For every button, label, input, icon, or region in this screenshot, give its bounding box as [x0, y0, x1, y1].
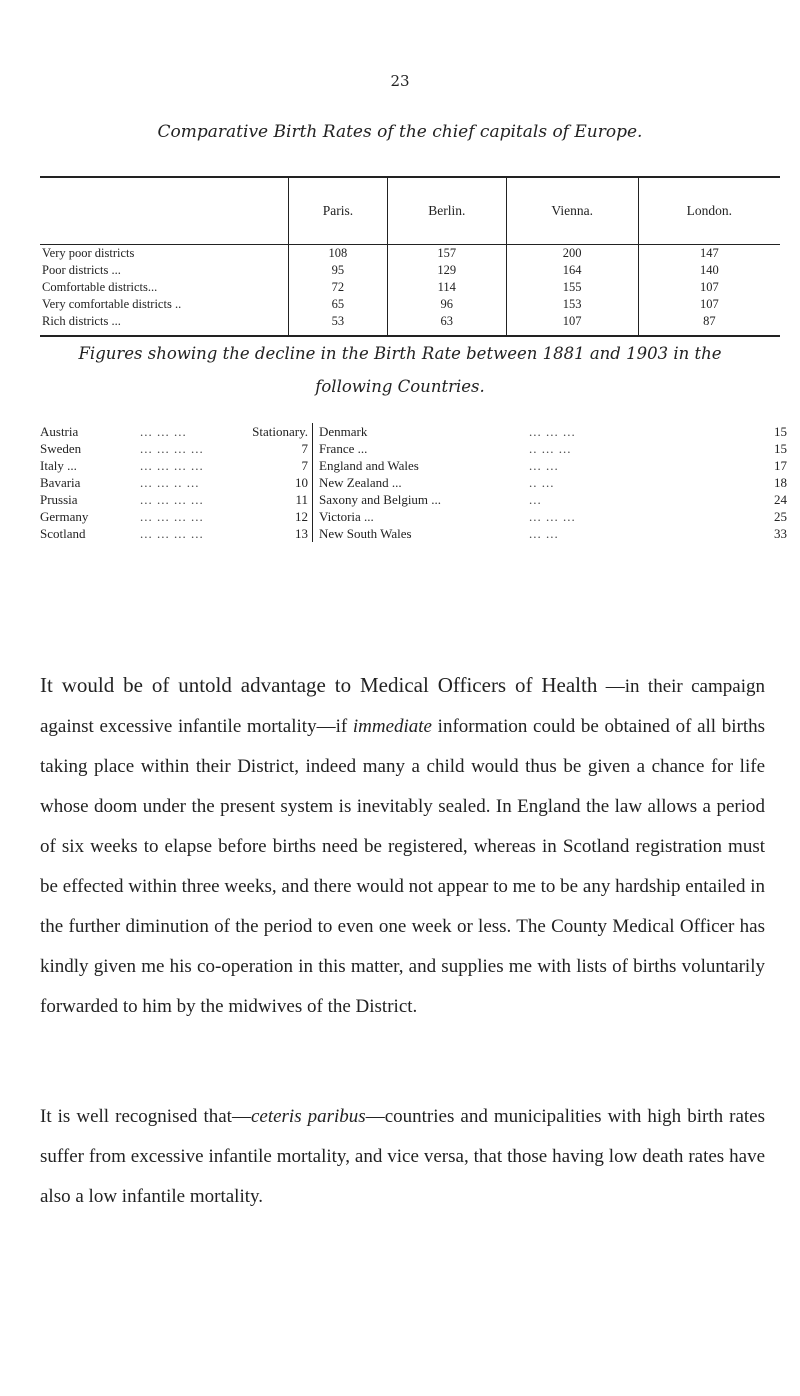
- decline-value: 24: [774, 492, 787, 507]
- country-name: Prussia: [40, 492, 78, 507]
- decline-value: 12: [295, 509, 308, 524]
- leader-dots: ...: [529, 492, 542, 507]
- leader-dots: ... ... ...: [140, 424, 187, 439]
- decline-column-left: [40, 423, 308, 542]
- decline-value: 18: [774, 475, 787, 490]
- leader-dots: ... ... ... ...: [140, 509, 204, 524]
- paragraph-text: —in their campaign against excessive infantile mortality—if: [40, 676, 765, 737]
- country-name: France ...: [319, 441, 368, 456]
- list-item: [319, 423, 787, 440]
- cell-london: 147: [638, 245, 780, 263]
- leader-dots: ... ... ... ...: [140, 492, 204, 507]
- row-label: Comfortable districts...: [42, 280, 158, 294]
- cell-vienna: 107: [506, 313, 638, 336]
- table-title: Comparative Birth Rates of the chief capitals of Europe.: [157, 122, 643, 142]
- decline-column-right: [312, 423, 787, 542]
- emphasis-text: ceteris paribus: [250, 1106, 366, 1127]
- cell-berlin: 129: [387, 262, 506, 279]
- cell-paris: 65: [289, 296, 388, 313]
- cell-london: 107: [638, 296, 780, 313]
- emphasis-text: immediate: [352, 716, 432, 737]
- decline-list: [40, 423, 787, 542]
- cell-berlin: 157: [387, 245, 506, 263]
- list-item: [319, 525, 787, 542]
- table-row: [40, 313, 780, 336]
- header-berlin: Berlin.: [387, 177, 506, 245]
- leader-dots: ... ... .. ...: [140, 475, 200, 490]
- list-item: [319, 491, 787, 508]
- header-vienna: Vienna.: [506, 177, 638, 245]
- leader-dots: ... ... ... ...: [140, 441, 204, 456]
- cell-paris: 72: [289, 279, 388, 296]
- decline-value: 10: [295, 475, 308, 490]
- leader-dots: ... ...: [529, 458, 559, 473]
- decline-value: Stationary.: [252, 424, 308, 439]
- row-label: Poor districts ...: [42, 263, 121, 277]
- table-row: [40, 245, 780, 263]
- leader-dots: ... ... ...: [529, 424, 576, 439]
- table-row: [40, 262, 780, 279]
- list-item: [40, 457, 308, 474]
- country-name: Denmark: [319, 424, 368, 439]
- cell-berlin: 96: [387, 296, 506, 313]
- list-item: [319, 440, 787, 457]
- row-label: Rich districts ...: [40, 313, 289, 336]
- paragraph-registration: [40, 665, 765, 1027]
- decline-title: Figures showing the decline in the Birth Rate between 1881 and 1903 in the: [78, 344, 722, 363]
- decline-value: 33: [774, 526, 787, 541]
- country-name: Italy ...: [40, 458, 77, 473]
- country-name: Victoria ...: [319, 509, 374, 524]
- cell-paris: 53: [289, 313, 388, 336]
- list-item: [40, 508, 308, 525]
- decline-value: 17: [774, 458, 787, 473]
- list-item: [40, 474, 308, 491]
- paragraph-text: It is well recognised that—: [40, 1106, 251, 1127]
- list-item: [40, 525, 308, 542]
- table-row: [40, 279, 780, 296]
- list-item: [319, 474, 787, 491]
- decline-value: 11: [295, 492, 308, 507]
- paragraph-text: information could be obtained of all births taking place within their District, indeed many a child would thus be given a chance for life whose doom under the present system is inevitably sealed. In England the law allows a period of six weeks to elapse before births need be registered, whereas in Scotland registration must be effected within three weeks, and there would not appear to me to be any hardship entailed in the further diminution of the period to even one week or less. The County Medical Officer has kindly given me his co-operation in this matter, and supplies me with lists of births voluntarily forwarded to him by the midwives of the District.: [40, 716, 766, 1017]
- leader-dots: ... ... ... ...: [140, 458, 204, 473]
- leader-dots: ... ... ...: [529, 509, 576, 524]
- country-name: Germany: [40, 509, 89, 524]
- country-name: New South Wales: [319, 526, 412, 541]
- header-blank: [40, 177, 289, 245]
- list-item: [40, 491, 308, 508]
- decline-value: 25: [774, 509, 787, 524]
- decline-value: 7: [301, 458, 308, 473]
- cell-vienna: 164: [506, 262, 638, 279]
- cell-london: 107: [638, 279, 780, 296]
- header-paris: Paris.: [289, 177, 388, 245]
- country-name: Bavaria: [40, 475, 81, 490]
- paragraph-mortality: [40, 1097, 765, 1217]
- decline-value: 7: [301, 441, 308, 456]
- decline-value: 15: [774, 441, 787, 456]
- row-label: Very comfortable districts ..: [42, 297, 182, 311]
- list-item: [319, 457, 787, 474]
- cell-vienna: 155: [506, 279, 638, 296]
- page-number: 23: [390, 72, 410, 90]
- decline-value: 15: [774, 424, 787, 439]
- leader-dots: .. ...: [529, 475, 555, 490]
- country-name: New Zealand ...: [319, 475, 402, 490]
- country-name: Scotland: [40, 526, 86, 541]
- country-name: Saxony and Belgium ...: [319, 492, 442, 507]
- table-header-row: [40, 177, 780, 245]
- birth-rates-table: [40, 176, 780, 337]
- paragraph-lead: It would be of untold advantage to Medical Officers of Health: [40, 673, 598, 697]
- cell-london: 87: [638, 313, 780, 336]
- leader-dots: ... ... ... ...: [140, 526, 204, 541]
- country-name: England and Wales: [319, 458, 419, 473]
- cell-berlin: 114: [387, 279, 506, 296]
- cell-vienna: 153: [506, 296, 638, 313]
- leader-dots: ... ...: [529, 526, 559, 541]
- leader-dots: .. ... ...: [529, 441, 572, 456]
- cell-vienna: 200: [506, 245, 638, 263]
- table-row: [40, 296, 780, 313]
- cell-london: 140: [638, 262, 780, 279]
- row-label: Very poor districts: [42, 246, 135, 260]
- decline-subtitle: following Countries.: [315, 377, 485, 396]
- cell-paris: 95: [289, 262, 388, 279]
- list-item: [40, 440, 308, 457]
- list-item: [40, 423, 308, 440]
- paragraph-text: —countries and municipalities with high birth rates suffer from excessive infantile mortality, and vice versa, that those having low death rates have also a low infantile mortality.: [40, 1106, 765, 1207]
- header-london: London.: [638, 177, 780, 245]
- cell-berlin: 63: [387, 313, 506, 336]
- country-name: Austria: [40, 424, 79, 439]
- list-item: [319, 508, 787, 525]
- decline-value: 13: [295, 526, 308, 541]
- country-name: Sweden: [40, 441, 82, 456]
- cell-paris: 108: [289, 245, 388, 263]
